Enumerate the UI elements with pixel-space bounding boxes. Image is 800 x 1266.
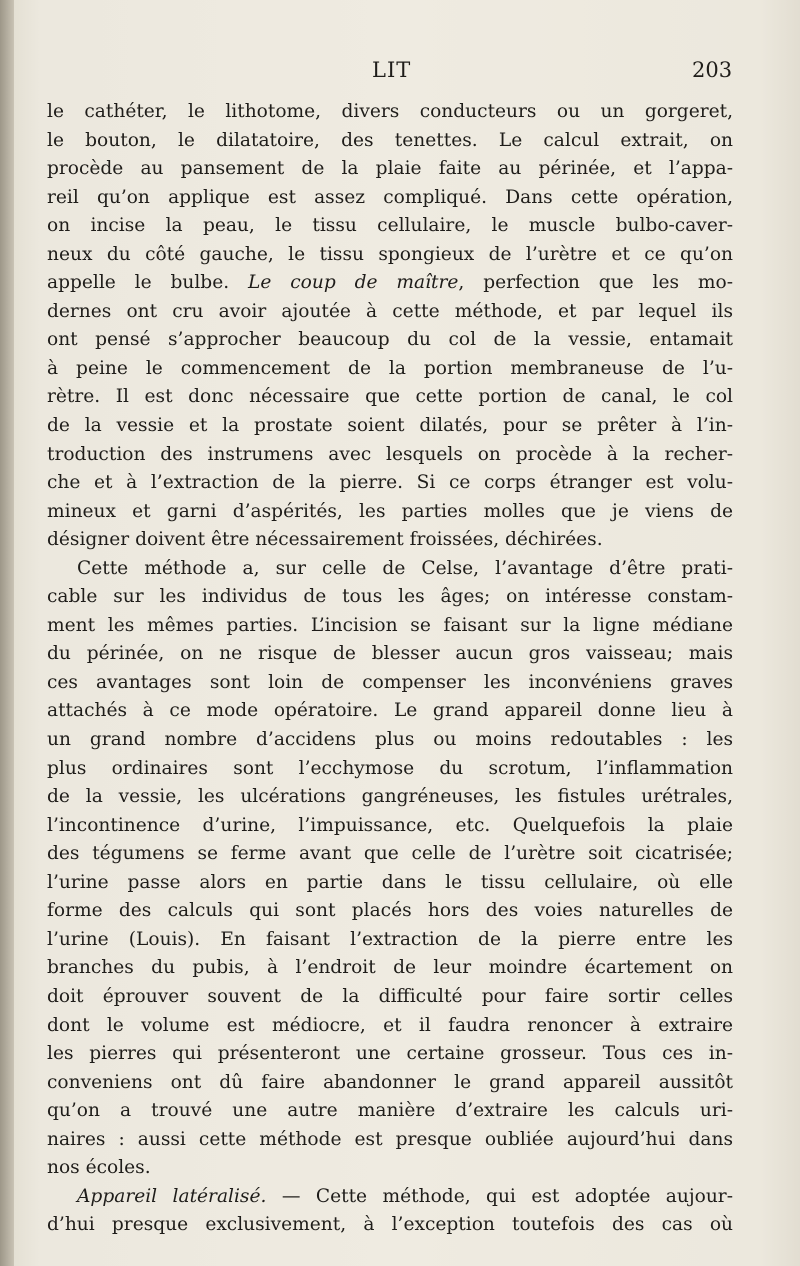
text-line-with-italic (47, 1183, 733, 1212)
text-line: nos écoles. (47, 1157, 151, 1179)
text-line: le bouton, le dilatatoire, des tenettes. Le calcul extrait, on (47, 129, 733, 151)
text-line: attachés à ce mode opératoire. Le grand appareil donne lieu à (47, 700, 733, 722)
text-line: rètre. Il est donc nécessaire que cette portion de canal, le col (47, 386, 733, 408)
text-line: ces avantages sont loin de compenser les inconvéniens graves (47, 671, 733, 693)
text-line: procède au pansement de la plaie faite au périnée, et l’appa- (47, 158, 733, 180)
text-line: conveniens ont dû faire abandonner le grand appareil aussitôt (47, 1071, 733, 1093)
text-line: des tégumens se ferme avant que celle de l’urètre soit cicatrisée; (47, 843, 733, 865)
text-line: à peine le commencement de la portion membraneuse de l’u- (47, 357, 733, 379)
text-line: un grand nombre d’accidens plus ou moins redoutables : les (47, 729, 733, 751)
text-line: forme des calculs qui sont placés hors des voies naturelles de (47, 900, 733, 922)
text-line: dernes ont cru avoir ajoutée à cette méthode, et par lequel ils (47, 300, 733, 322)
text-line: on incise la peau, le tissu cellulaire, le muscle bulbo-caver- (47, 215, 733, 237)
text-run: — Cette méthode, qui est adoptée aujour- (281, 1185, 733, 1207)
text-line: plus ordinaires sont l’ecchymose du scrotum, l’inflammation (47, 757, 733, 779)
text-line: de la vessie, les ulcérations gangréneuses, les fistules urétrales, (47, 786, 733, 808)
text-line: l’incontinence d’urine, l’impuissance, etc. Quelquefois la plaie (47, 814, 733, 836)
text-line: dont le volume est médiocre, et il faudra renoncer à extraire (47, 1014, 733, 1036)
text-run: appelle le bulbe. (47, 272, 230, 294)
page-header (0, 58, 800, 88)
text-line: mineux et garni d’aspérités, les parties molles que je viens de (47, 500, 733, 522)
italic-term: Le coup de maître (248, 272, 459, 294)
running-title: LIT (372, 58, 412, 82)
text-line: doit éprouver souvent de la difficulté pour faire sortir celles (47, 985, 733, 1007)
text-line: ment les mêmes parties. L’incision se faisant sur la ligne médiane (47, 614, 733, 636)
text-line-with-italic (47, 269, 733, 298)
text-line: naires : aussi cette méthode est presque oubliée aujourd’hui dans (47, 1128, 733, 1150)
text-line: neux du côté gauche, le tissu spongieux de l’urètre et ce qu’on (47, 243, 733, 265)
text-line: le cathéter, le lithotome, divers conducteurs ou un gorgeret, (47, 101, 733, 122)
text-line: de la vessie et la prostate soient dilatés, pour se prêter à l’in- (47, 415, 733, 437)
italic-heading: Appareil latéralisé. (77, 1185, 267, 1207)
text-line: cable sur les individus de tous les âges; on intéresse constam- (47, 586, 733, 608)
text-line: l’urine (Louis). En faisant l’extraction de la pierre entre les (47, 928, 733, 950)
text-line: ont pensé s’approcher beaucoup du col de la vessie, entamait (47, 329, 733, 351)
text-line: Cette méthode a, sur celle de Celse, l’avantage d’être prati- (77, 557, 733, 579)
text-line: d’hui presque exclusivement, à l’exception toutefois des cas où (47, 1214, 733, 1236)
page-number: 203 (692, 58, 733, 82)
text-line: branches du pubis, à l’endroit de leur moindre écartement on (47, 957, 733, 979)
text-line: qu’on a trouvé une autre manière d’extraire les calculs uri- (47, 1100, 733, 1122)
text-line: troduction des instrumens avec lesquels on procède à la recher- (47, 443, 733, 465)
text-run: , perfection que les mo- (458, 272, 733, 294)
text-line: reil qu’on applique est assez compliqué. Dans cette opération, (47, 186, 733, 208)
text-line: désigner doivent être nécessairement froissées, déchirées. (47, 529, 603, 551)
page-binding-shadow (0, 0, 14, 1266)
text-line: che et à l’extraction de la pierre. Si ce corps étranger est volu- (47, 472, 733, 494)
body-text (47, 98, 733, 1240)
text-line: les pierres qui présenteront une certaine grosseur. Tous ces in- (47, 1043, 733, 1065)
text-line: l’urine passe alors en partie dans le tissu cellulaire, où elle (47, 871, 733, 893)
text-line: du périnée, on ne risque de blesser aucun gros vaisseau; mais (47, 643, 733, 665)
